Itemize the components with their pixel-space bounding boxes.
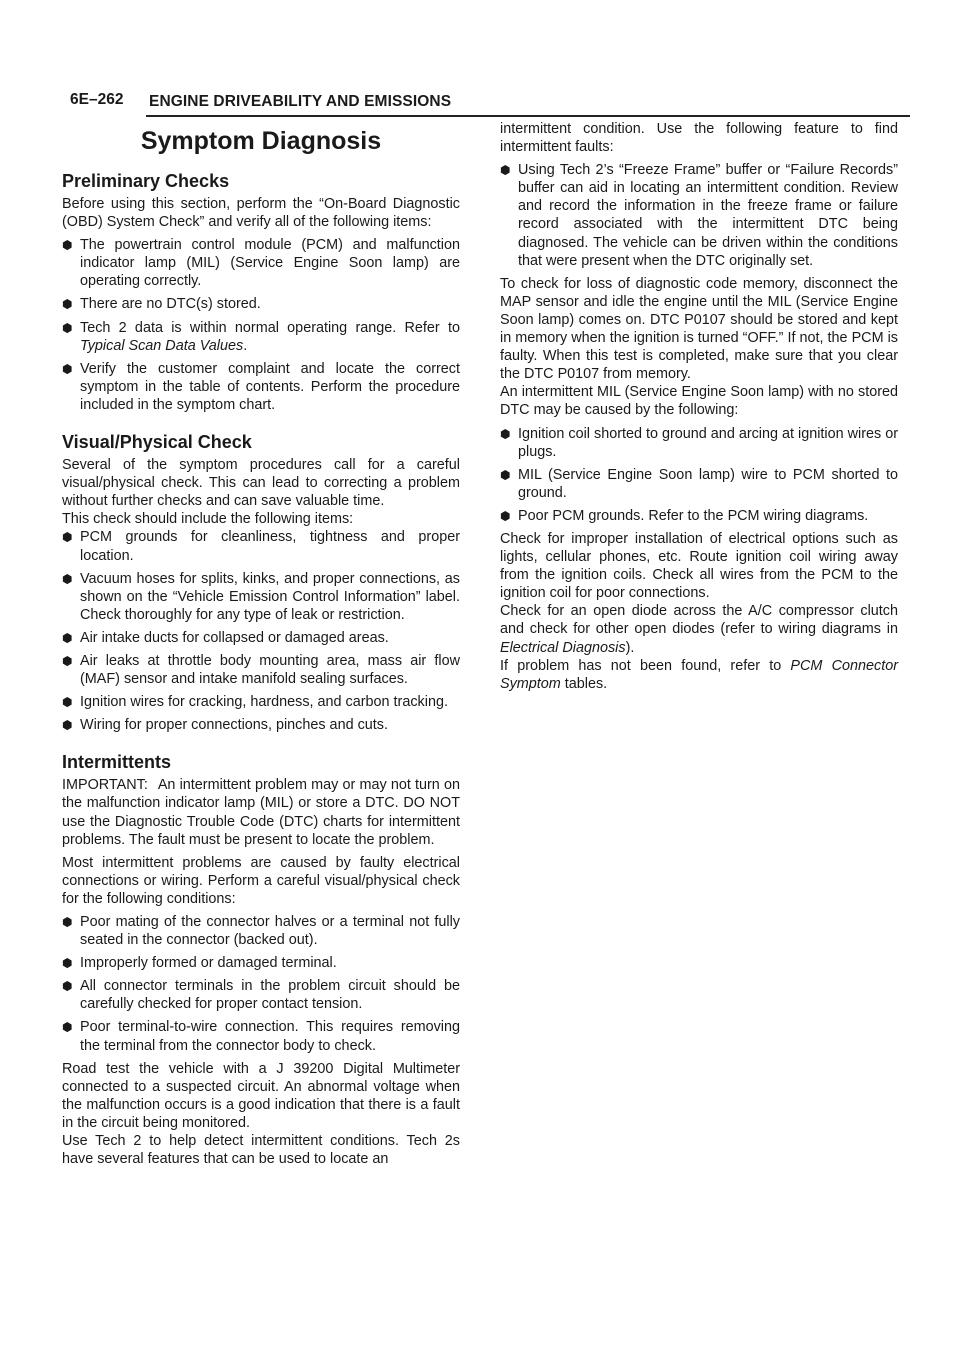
list-item: ⬢ All connector terminals in the problem circuit should be carefully checked for proper contact tension. [62,978,460,1013]
list-item: ⬢ Ignition coil shorted to ground and arcing at ignition wires or plugs. [500,425,898,460]
bullet-icon: ⬢ [62,1020,73,1035]
preliminary-intro: Before using this section, perform the “On-Board Diagnostic (OBD) System Check” and verify all of the following items: [62,196,460,231]
right-para-1: intermittent condition. Use the following feature to find intermittent faults: [500,121,898,156]
list-item: ⬢ MIL (Service Engine Soon lamp) wire to PCM shorted to ground. [500,466,898,501]
bullet-icon: ⬢ [62,571,73,586]
important-label: IMPORTANT: [62,777,148,794]
bullet-icon: ⬢ [500,508,511,523]
list-item: ⬢ Wiring for proper connections, pinches and cuts. [62,717,388,734]
bullet-icon: ⬢ [62,915,73,929]
visual-list [62,528,460,734]
bullet-icon: ⬢ [62,320,73,335]
list-item: ⬢ Poor PCM grounds. Refer to the PCM wiring diagrams. [500,507,869,524]
right-para-3: An intermittent MIL (Service Engine Soon lamp) with no stored DTC may be caused by the following: [500,384,898,419]
list-item: ⬢ Verify the customer complaint and locate the correct symptom in the table of contents. Perform the procedure included in the symptom chart. [62,360,460,413]
right-para-2: To check for loss of diagnostic code memory, disconnect the MAP sensor and idle the engine until the MIL (Service Engine Soon lamp) comes on. DTC P0107 should be stored and kept in memory when the ignition is turned “OFF.” If not, the PCM is faulty. When this test is completed, make sure that you clear the DTC P0107 from memory. [500,275,898,383]
freeze-frame-list [500,161,898,270]
pcm-connector-reference: PCM Connector Symptom [500,657,898,692]
list-item: ⬢ There are no DTC(s) stored. [62,296,261,313]
right-para-6: If problem has not been found, refer to PCM Connector Symptom tables. [500,657,898,692]
intermittents-para-1: Most intermittent problems are caused by faulty electrical connections or wiring. Perform a careful visual/physical check for the following conditions: [62,854,460,907]
intermittents-para-2: Road test the vehicle with a J 39200 Digital Multimeter connected to a suspected circuit. An abnormal voltage when the malfunction occurs is a good indication that there is a fault in the circuit being monitored. [62,1060,460,1131]
bullet-icon: ⬢ [62,695,73,710]
list-item: ⬢ Tech 2 data is within normal operating range. Refer to Typical Scan Data Values. [62,319,460,354]
page-title: Symptom Diagnosis [140,127,382,155]
bullet-icon: ⬢ [500,163,511,178]
bullet-icon: ⬢ [62,630,73,645]
right-para-4: Check for improper installation of electrical options such as lights, cellular phones, etc. Route ignition coil wiring away from the ignition coils. Check all wires from the PCM to the ignition coil for poor connections. [500,530,898,602]
right-para-5: Check for an open diode across the A/C compressor clutch and check for other open diodes (refer to wiring diagrams in Electrical Diagnosis). [500,603,898,656]
bullet-icon: ⬢ [62,979,73,994]
visual-intro: Several of the symptom procedures call for a careful visual/physical check. This can lead to correcting a problem without further checks and can save valuable time. [62,457,460,510]
preliminary-list [62,236,460,414]
list-item: ⬢ Using Tech 2’s “Freeze Frame” buffer or “Failure Records” buffer can aid in locating an intermittent condition. Review and record the information in the freeze frame or failure record associated with the intermittent DTC being diagnosed. The vehicle can be driven within the conditions that were present when the DTC originally set. [500,162,898,269]
visual-heading: Visual/Physical Check [62,432,252,453]
intermittents-heading: Intermittents [62,752,172,773]
page-number: 6E–262 [70,91,124,108]
bullet-icon: ⬢ [62,361,73,376]
intermittents-list [62,913,460,1055]
list-item: ⬢ Air leaks at throttle body mounting area, mass air flow (MAF) sensor and intake manifold sealing surfaces. [62,652,460,688]
list-item: ⬢ Air intake ducts for collapsed or damaged areas. [62,629,389,646]
section-title: ENGINE DRIVEABILITY AND EMISSIONS [149,93,452,110]
list-item: ⬢ The powertrain control module (PCM) and malfunction indicator lamp (MIL) (Service Engine Soon lamp) are operating correctly. [62,237,460,290]
left-column [62,120,460,1168]
list-item: ⬢ PCM grounds for cleanliness, tightness and proper location. [62,529,460,564]
mil-causes-list [500,425,898,525]
list-item: ⬢ Poor terminal-to-wire connection. This requires removing the terminal from the connector body to check. [62,1019,460,1054]
important-note: IMPORTANT: An intermittent problem may or may not turn on the malfunction indicator lamp (MIL) or store a DTC. DO NOT use the Diagnostic Trouble Code (DTC) charts for intermittent problems. The fault must be present to locate the problem. [62,777,460,848]
list-item: ⬢ Vacuum hoses for splits, kinks, and proper connections, as shown on the “Vehicle Emission Control Information” label. Check thoroughly for any type of leak or restriction. [62,570,460,623]
bullet-icon: ⬢ [62,297,73,312]
bullet-icon: ⬢ [62,956,73,971]
header-rule [146,115,910,117]
scan-data-reference: Typical Scan Data Values [80,337,244,354]
bullet-icon: ⬢ [62,530,73,545]
bullet-icon: ⬢ [62,718,73,733]
bullet-icon: ⬢ [62,653,73,668]
intermittents-para-3: Use Tech 2 to help detect intermittent conditions. Tech 2s have several features that can be used to locate an [62,1133,460,1168]
bullet-icon: ⬢ [500,426,511,441]
right-column [500,120,898,693]
page-header [62,88,910,118]
visual-intro-2: This check should include the following items: [62,511,354,528]
preliminary-heading: Preliminary Checks [62,171,230,191]
list-item: ⬢ Improperly formed or damaged terminal. [62,955,337,972]
list-item: ⬢ Ignition wires for cracking, hardness, and carbon tracking. [62,694,448,711]
electrical-diagnosis-reference: Electrical Diagnosis [500,639,626,656]
list-item: ⬢ Poor mating of the connector halves or a terminal not fully seated in the connector (backed out). [62,914,460,949]
bullet-icon: ⬢ [62,238,73,253]
bullet-icon: ⬢ [500,467,511,482]
